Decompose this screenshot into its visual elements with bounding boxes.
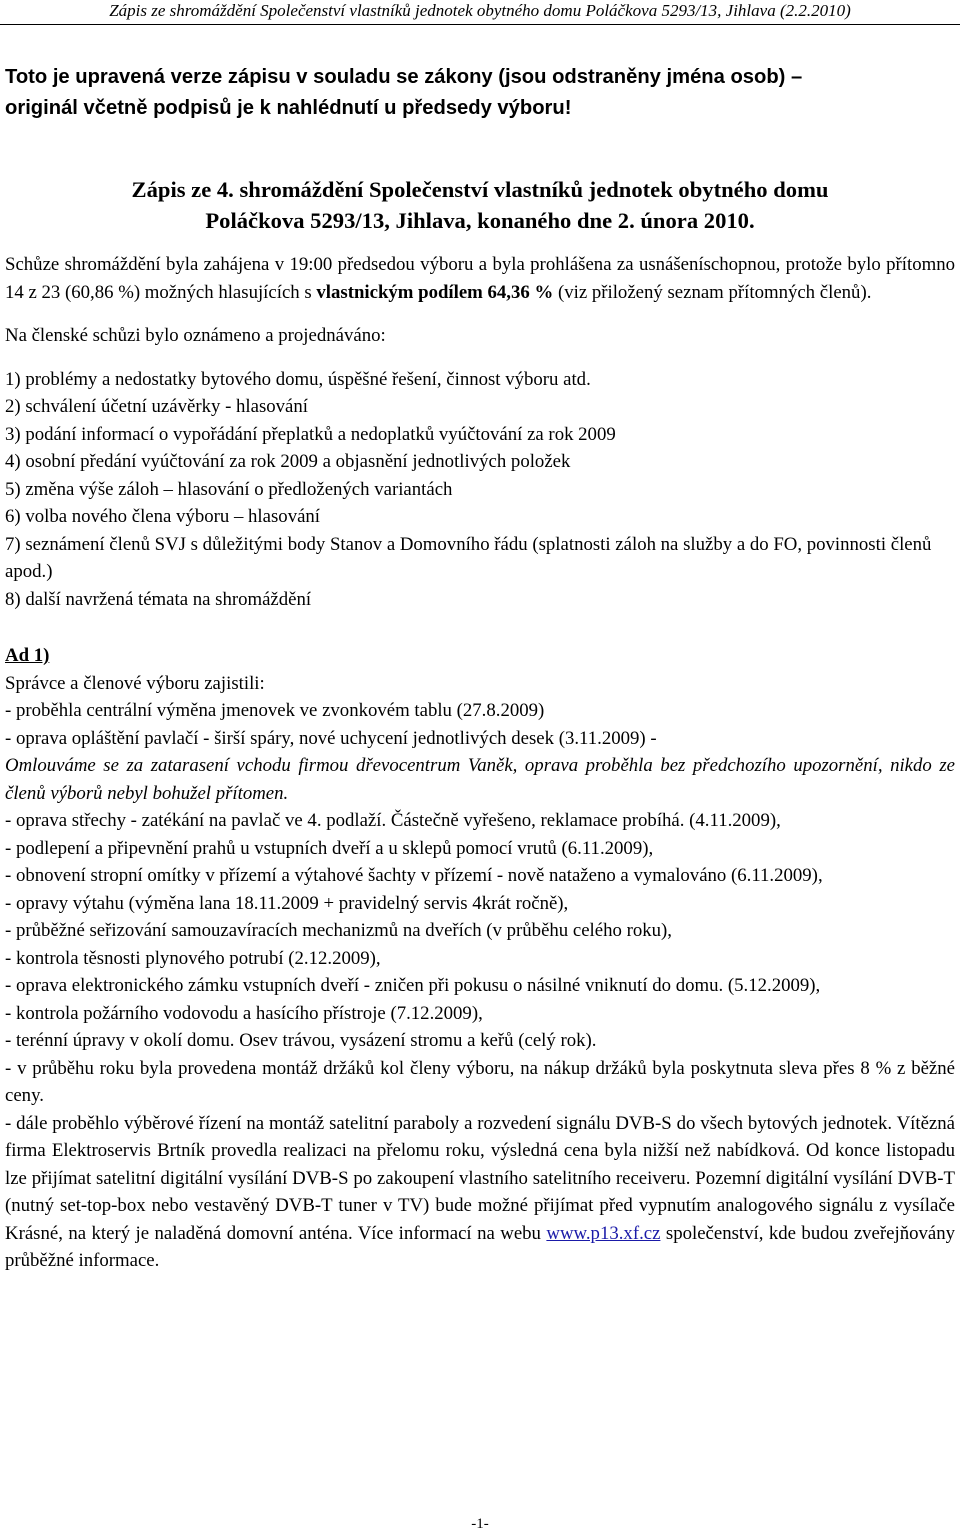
ad1-item: - oprava elektronického zámku vstupních dveří - zničen při pokusu o násilné vniknutí do domu. (5.12.2009),	[5, 975, 821, 996]
ad1-item: - kontrola těsnosti plynového potrubí (2.12.2009),	[5, 947, 381, 969]
title-line-1: Zápis ze 4. shromáždění Společenství vlastníků jednotek obytného domu	[131, 177, 829, 202]
ad1-item: - obnovení stropní omítky v přízemí a výtahové šachty v přízemí - nově nataženo a vymalováno (6.11.2009),	[5, 865, 823, 886]
agenda-item: 5) změna výše záloh – hlasování o předložených variantách	[5, 478, 453, 500]
ad1-item: - průběžné seřizování samouzavíracích mechanizmů na dveřích (v průběhu celého roku),	[5, 920, 672, 941]
ad1-item: - kontrola požárního vodovodu a hasícího přístroje (7.12.2009),	[5, 1002, 483, 1024]
apology-note: Omlouváme se za zatarasení vchodu firmou dřevocentrum Vaněk, oprava proběhla bez předchozího upozornění, nikdo ze členů výborů nebyl bohužel přítomen.	[5, 755, 955, 804]
notice-line-1: Toto je upravená verze zápisu v souladu se zákony (jsou odstraněny jména osob) –	[5, 66, 803, 88]
agenda-item: 7) seznámení členů SVJ s důležitými body Stanov a Domovního řádu (splatnosti záloh na služby a do FO, povinnosti členů apod.)	[5, 533, 932, 582]
agenda-item: 2) schválení účetní uzávěrky - hlasování	[5, 396, 308, 417]
notice-line-2: originál včetně podpisů je k nahlédnutí u předsedy výboru!	[5, 97, 572, 119]
agenda-list	[5, 366, 955, 614]
document-title	[5, 174, 955, 236]
ad1-item: - terénní úpravy v okolí domu. Osev trávou, vysázení stromu a keřů (celý rok).	[5, 1030, 597, 1051]
intro-text-b: (viz přiložený seznam přítomných členů).	[553, 281, 872, 303]
ad1-lead: Správce a členové výboru zajistili:	[5, 672, 265, 694]
ad1-item: - proběhla centrální výměna jmenovek ve zvonkovém tablu (27.8.2009)	[5, 700, 545, 721]
agenda-item: 6) volba nového člena výboru – hlasování	[5, 506, 321, 527]
agenda-item: 3) podání informací o vypořádání přeplatků a nedoplatků vyúčtování za rok 2009	[5, 423, 616, 445]
ad1-list	[5, 697, 955, 1275]
agenda-lead: Na členské schůzi bylo oznámeno a projednáváno:	[5, 325, 386, 346]
agenda-item: 1) problémy a nedostatky bytového domu, úspěšné řešení, činnost výboru atd.	[5, 368, 591, 390]
title-line-2: Poláčkova 5293/13, Jihlava, konaného dne 2. února 2010.	[205, 208, 755, 233]
satellite-paragraph: - dále proběhlo výběrové řízení na montáž satelitní paraboly a rozvedení signálu DVB-S do všech bytových jednotek. Vítězná firma Elektroservis Brtník provedla realizaci na přelomu roku, výsledná cena byla nižší než nabídková. Od konce listopadu lze přijímat satelitní digitální vysílání DVB-S po zakoupení vlastního satelitního receiveru. Pozemní digitální vysílání DVB-T (nutný set-top-box nebo vestavěný DVB-T tuner v TV) bude možné přijímat před vypnutím analogového signálu z vysílače Krásné, na který je naladěná domovní anténa. Více informací na webu www.p13.xf.cz společenství, kde budou zveřejňovány průběžné informace.	[5, 1112, 955, 1271]
ad1-item: - podlepení a připevnění prahů u vstupních dveří a u sklepů pomocí vrutů (6.11.2009),	[5, 837, 654, 859]
intro-text-a: Schůze shromáždění byla zahájena v 19:00 předsedou výboru a byla prohlášena za usnášeníschopnou, protože bylo přítomno 14 z 23 (60,86 %) možných hlasujících s	[5, 254, 955, 303]
ad1-item: - oprava střechy - zatékání na pavlač ve 4. podlaží. Částečně vyřešeno, reklamace probíhá. (4.11.2009),	[5, 810, 781, 831]
running-header: Zápis ze shromáždění Společenství vlastníků jednotek obytného domu Poláčkova 5293/13, Jihlava (2.2.2010)	[0, 0, 960, 25]
agenda-item: 8) další navržená témata na shromáždění	[5, 588, 312, 610]
ad1-item: - opravy výtahu (výměna lana 18.11.2009 + pravidelný servis 4krát ročně),	[5, 892, 569, 914]
ad1-item: - v průběhu roku byla provedena montáž držáků kol členy výboru, na nákup držáků byla poskytnuta sleva přes 8 % z běžné ceny.	[5, 1057, 955, 1106]
website-link[interactable]: www.p13.xf.cz	[546, 1222, 661, 1244]
agenda-item: 4) osobní předání vyúčtování za rok 2009 a objasnění jednotlivých položek	[5, 451, 571, 472]
intro-paragraph	[5, 251, 955, 306]
page-number: -1-	[471, 1516, 489, 1532]
ad1-item: - oprava opláštění pavlačí - širší spáry, nové uchycení jednotlivých desek (3.11.2009) -	[5, 727, 657, 749]
document-body	[5, 62, 955, 1275]
ad1-heading: Ad 1)	[5, 645, 50, 666]
intro-text-bold: vlastnickým podílem 64,36 %	[316, 281, 554, 303]
